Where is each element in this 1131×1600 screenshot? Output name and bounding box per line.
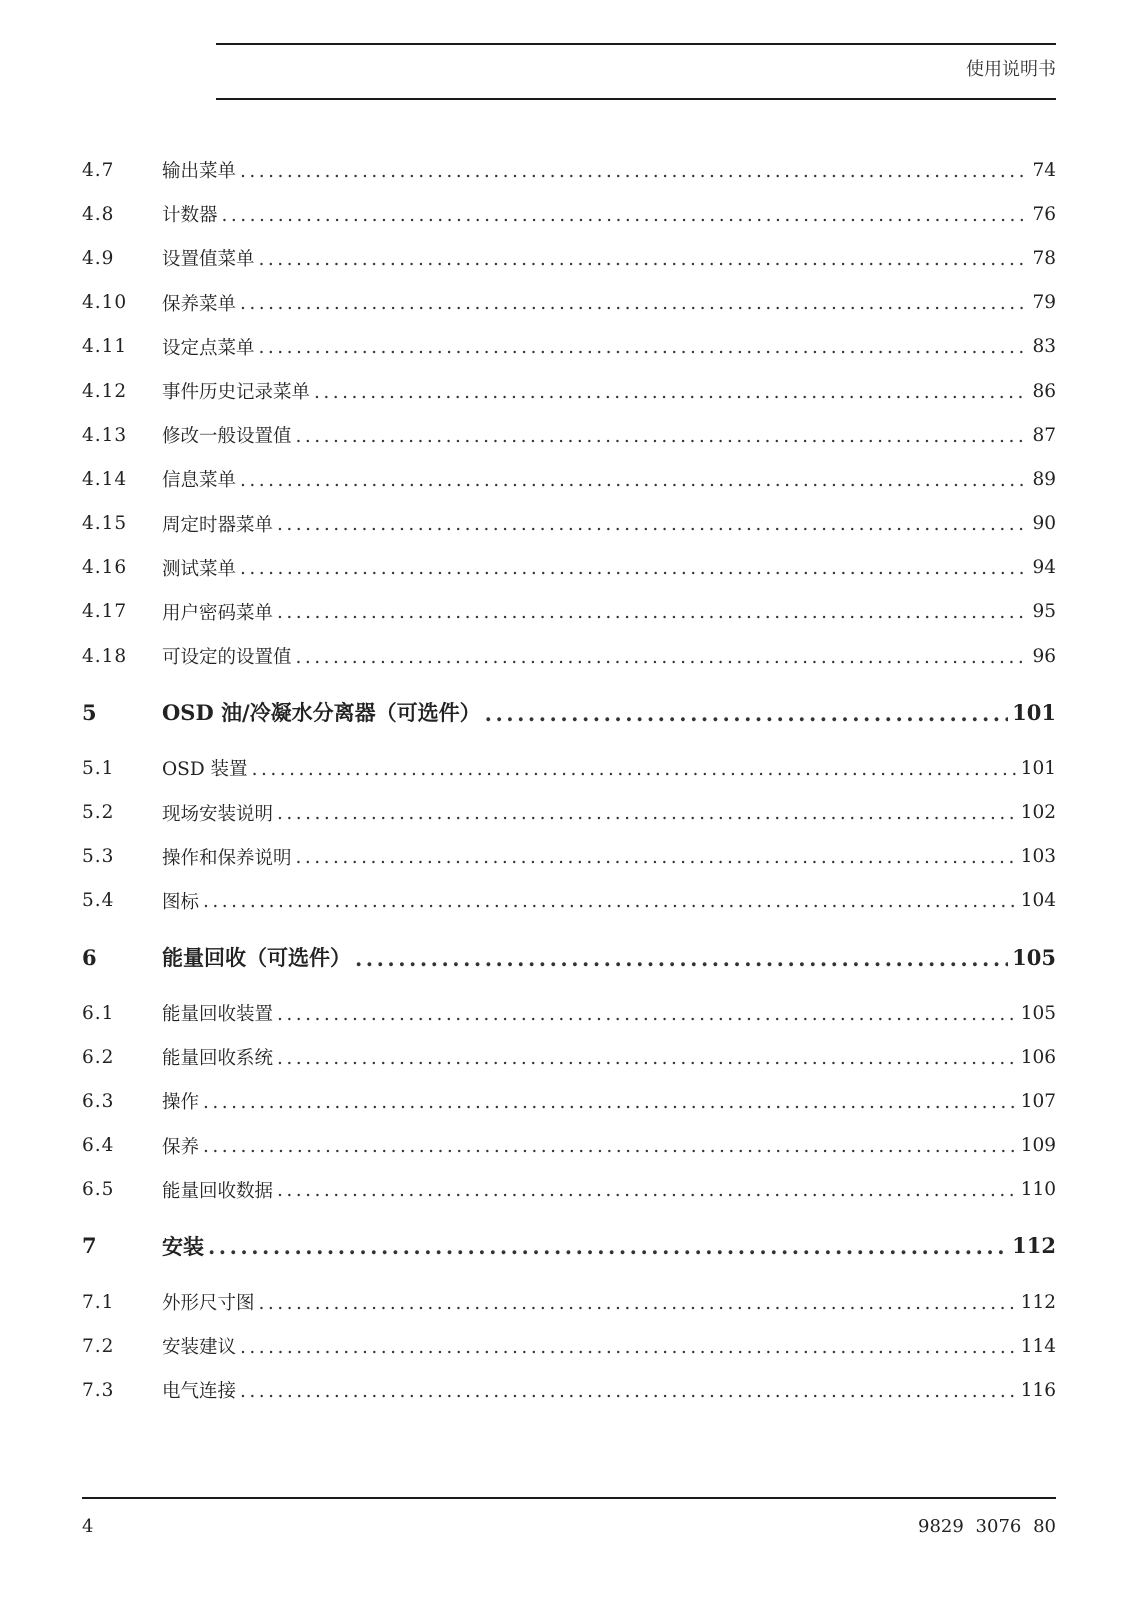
toc-entry-page: 83 [1032, 336, 1056, 358]
toc-section-entry[interactable] [82, 590, 1056, 634]
toc-entry-title: 设定点菜单 [162, 337, 255, 359]
toc-section-entry[interactable] [82, 546, 1056, 590]
toc-dot-leader [259, 249, 1029, 270]
toc-entry-page: 101 [1020, 757, 1056, 779]
toc-section-entry[interactable] [82, 1324, 1056, 1368]
toc-entry-title: 能量回收（可选件） [162, 945, 351, 970]
toc-entry-page: 110 [1020, 1179, 1056, 1201]
toc-entry-title: 用户密码菜单 [162, 602, 274, 624]
toc-entry-page: 78 [1032, 247, 1056, 269]
toc-entry-page: 101 [1012, 699, 1056, 725]
toc-dot-leader [240, 1337, 1017, 1358]
toc-entry-number: 6.1 [82, 1002, 115, 1024]
toc-entry-title: 安装 [162, 1233, 204, 1259]
toc-dot-leader [277, 514, 1028, 535]
toc-entry-page: 112 [1020, 1291, 1056, 1313]
toc-entry-number: 4.16 [82, 557, 128, 579]
toc-entry-page: 94 [1032, 557, 1056, 579]
toc-entry-number: 4.10 [82, 292, 128, 314]
toc-entry-title: 测试菜单 [162, 558, 237, 580]
toc-entry-number: 7.1 [82, 1291, 115, 1313]
toc-entry-page: 107 [1020, 1090, 1056, 1112]
toc-entry-title: OSD 油/冷凝水分离器（可选件） [162, 700, 481, 726]
toc-dot-leader [252, 759, 1017, 780]
toc-dot-leader [277, 1004, 1017, 1025]
toc-dot-leader [296, 426, 1029, 447]
toc-dot-leader [259, 1293, 1017, 1314]
toc-dot-leader [240, 558, 1028, 579]
toc-entry-number: 5.1 [82, 757, 115, 779]
toc-entry-title: 能量回收装置 [162, 1004, 274, 1026]
toc-dot-leader [240, 470, 1028, 491]
toc-entry-number: 4.17 [82, 601, 128, 623]
toc-entry-number: 4.9 [82, 247, 115, 269]
toc-entry-title: 现场安装说明 [162, 803, 274, 825]
toc-entry-page: 90 [1032, 513, 1056, 535]
toc-section-entry[interactable] [82, 457, 1056, 501]
toc-entry-title: 安装建议 [162, 1337, 237, 1359]
footer-rule [82, 1497, 1056, 1499]
toc-section-entry[interactable] [82, 1368, 1056, 1412]
toc-section-entry[interactable] [82, 325, 1056, 369]
toc-entry-number: 4.12 [82, 380, 128, 402]
toc-dot-leader [296, 847, 1017, 868]
toc-entry-number: 4.15 [82, 513, 128, 535]
toc-chapter-entry[interactable] [82, 1221, 1056, 1271]
toc-dot-leader [355, 946, 1008, 971]
toc-entry-number: 4.13 [82, 424, 128, 446]
toc-entry-page: 112 [1012, 1233, 1056, 1259]
toc-entry-number: 5 [82, 699, 98, 725]
toc-section-entry[interactable] [82, 746, 1056, 790]
toc-dot-leader [277, 1180, 1017, 1201]
toc-entry-title: 能量回收系统 [162, 1048, 274, 1070]
toc-entry-page: 74 [1032, 159, 1056, 181]
toc-section-entry[interactable] [82, 369, 1056, 413]
toc-section-entry[interactable] [82, 236, 1056, 280]
toc-entry-page: 96 [1032, 645, 1056, 667]
toc-entry-page: 105 [1020, 1002, 1056, 1024]
toc-section-entry[interactable] [82, 1079, 1056, 1123]
toc-dot-leader [203, 891, 1017, 912]
toc-entry-title: 设置值菜单 [162, 249, 255, 271]
toc-entry-title: 能量回收数据 [162, 1180, 274, 1202]
toc-entry-title: 电气连接 [162, 1381, 237, 1403]
toc-section-entry[interactable] [82, 790, 1056, 834]
toc-entry-page: 103 [1020, 846, 1056, 868]
toc-entry-title: 周定时器菜单 [162, 514, 274, 536]
toc-dot-leader [240, 293, 1028, 314]
toc-dot-leader [485, 701, 1009, 726]
toc-dot-leader [277, 602, 1028, 623]
toc-entry-page: 79 [1032, 292, 1056, 314]
toc-entry-title: 操作 [162, 1092, 200, 1114]
toc-entry-title: 操作和保养说明 [162, 847, 292, 869]
toc-entry-title: OSD 装置 [162, 759, 248, 781]
toc-dot-leader [277, 803, 1017, 824]
header-rule-top [216, 43, 1056, 45]
toc-section-entry[interactable] [82, 1168, 1056, 1212]
toc-section-entry[interactable] [82, 502, 1056, 546]
toc-entry-page: 114 [1020, 1335, 1056, 1357]
toc-entry-number: 5.4 [82, 890, 115, 912]
toc-section-entry[interactable] [82, 281, 1056, 325]
toc-entry-title: 保养菜单 [162, 293, 237, 315]
toc-section-entry[interactable] [82, 634, 1056, 678]
toc-section-entry[interactable] [82, 879, 1056, 923]
toc-entry-number: 7.2 [82, 1335, 115, 1357]
toc-entry-page: 102 [1020, 802, 1056, 824]
toc-entry-number: 4.7 [82, 159, 115, 181]
toc-entry-title: 外形尺寸图 [162, 1293, 255, 1315]
toc-entry-page: 86 [1032, 380, 1056, 402]
toc-entry-title: 事件历史记录菜单 [162, 382, 311, 404]
toc-section-entry[interactable] [82, 148, 1056, 192]
toc-entry-page: 104 [1020, 890, 1056, 912]
toc-entry-number: 4.11 [82, 336, 128, 358]
toc-dot-leader [222, 205, 1029, 226]
toc-section-entry[interactable] [82, 413, 1056, 457]
toc-section-entry[interactable] [82, 1124, 1056, 1168]
toc-dot-leader [314, 382, 1028, 403]
toc-entry-title: 信息菜单 [162, 470, 237, 492]
toc-dot-leader [208, 1234, 1008, 1259]
toc-dot-leader [259, 337, 1029, 358]
toc-entry-number: 6.5 [82, 1179, 115, 1201]
toc-section-entry[interactable] [82, 1035, 1056, 1079]
table-of-contents [82, 148, 1056, 1413]
toc-entry-page: 116 [1020, 1379, 1056, 1401]
toc-entry-title: 图标 [162, 891, 200, 913]
toc-entry-number: 6.4 [82, 1135, 115, 1157]
toc-dot-leader [240, 1381, 1017, 1402]
toc-dot-leader [203, 1136, 1017, 1157]
toc-dot-leader [277, 1048, 1017, 1069]
header-title: 使用说明书 [966, 59, 1056, 80]
toc-entry-number: 7 [82, 1233, 98, 1259]
toc-section-entry[interactable] [82, 192, 1056, 236]
toc-entry-number: 4.8 [82, 203, 115, 225]
toc-entry-page: 95 [1032, 601, 1056, 623]
footer-doc-number: 9829 3076 80 [918, 1516, 1056, 1537]
toc-entry-title: 保养 [162, 1136, 200, 1158]
toc-section-entry[interactable] [82, 835, 1056, 879]
toc-chapter-entry[interactable] [82, 932, 1056, 982]
header-rule-bottom [216, 98, 1056, 100]
toc-entry-page: 109 [1020, 1135, 1056, 1157]
toc-entry-page: 105 [1012, 944, 1056, 970]
toc-entry-page: 106 [1020, 1046, 1056, 1068]
toc-dot-leader [296, 647, 1029, 668]
toc-entry-number: 6 [82, 944, 98, 970]
toc-dot-leader [240, 161, 1028, 182]
toc-entry-title: 输出菜单 [162, 161, 237, 183]
toc-entry-number: 5.2 [82, 802, 115, 824]
footer-page-number: 4 [82, 1516, 94, 1537]
toc-entry-number: 4.14 [82, 468, 128, 490]
toc-entry-page: 76 [1032, 203, 1056, 225]
toc-section-entry[interactable] [82, 991, 1056, 1035]
toc-dot-leader [203, 1092, 1017, 1113]
toc-entry-number: 6.2 [82, 1046, 115, 1068]
toc-entry-number: 7.3 [82, 1379, 115, 1401]
toc-entry-number: 4.18 [82, 645, 128, 667]
toc-chapter-entry[interactable] [82, 687, 1056, 737]
toc-entry-title: 修改一般设置值 [162, 426, 292, 448]
toc-entry-number: 5.3 [82, 846, 115, 868]
toc-entry-number: 6.3 [82, 1090, 115, 1112]
toc-entry-page: 89 [1032, 468, 1056, 490]
toc-entry-title: 可设定的设置值 [162, 647, 292, 669]
toc-entry-page: 87 [1032, 424, 1056, 446]
toc-entry-title: 计数器 [162, 205, 218, 227]
toc-section-entry[interactable] [82, 1280, 1056, 1324]
